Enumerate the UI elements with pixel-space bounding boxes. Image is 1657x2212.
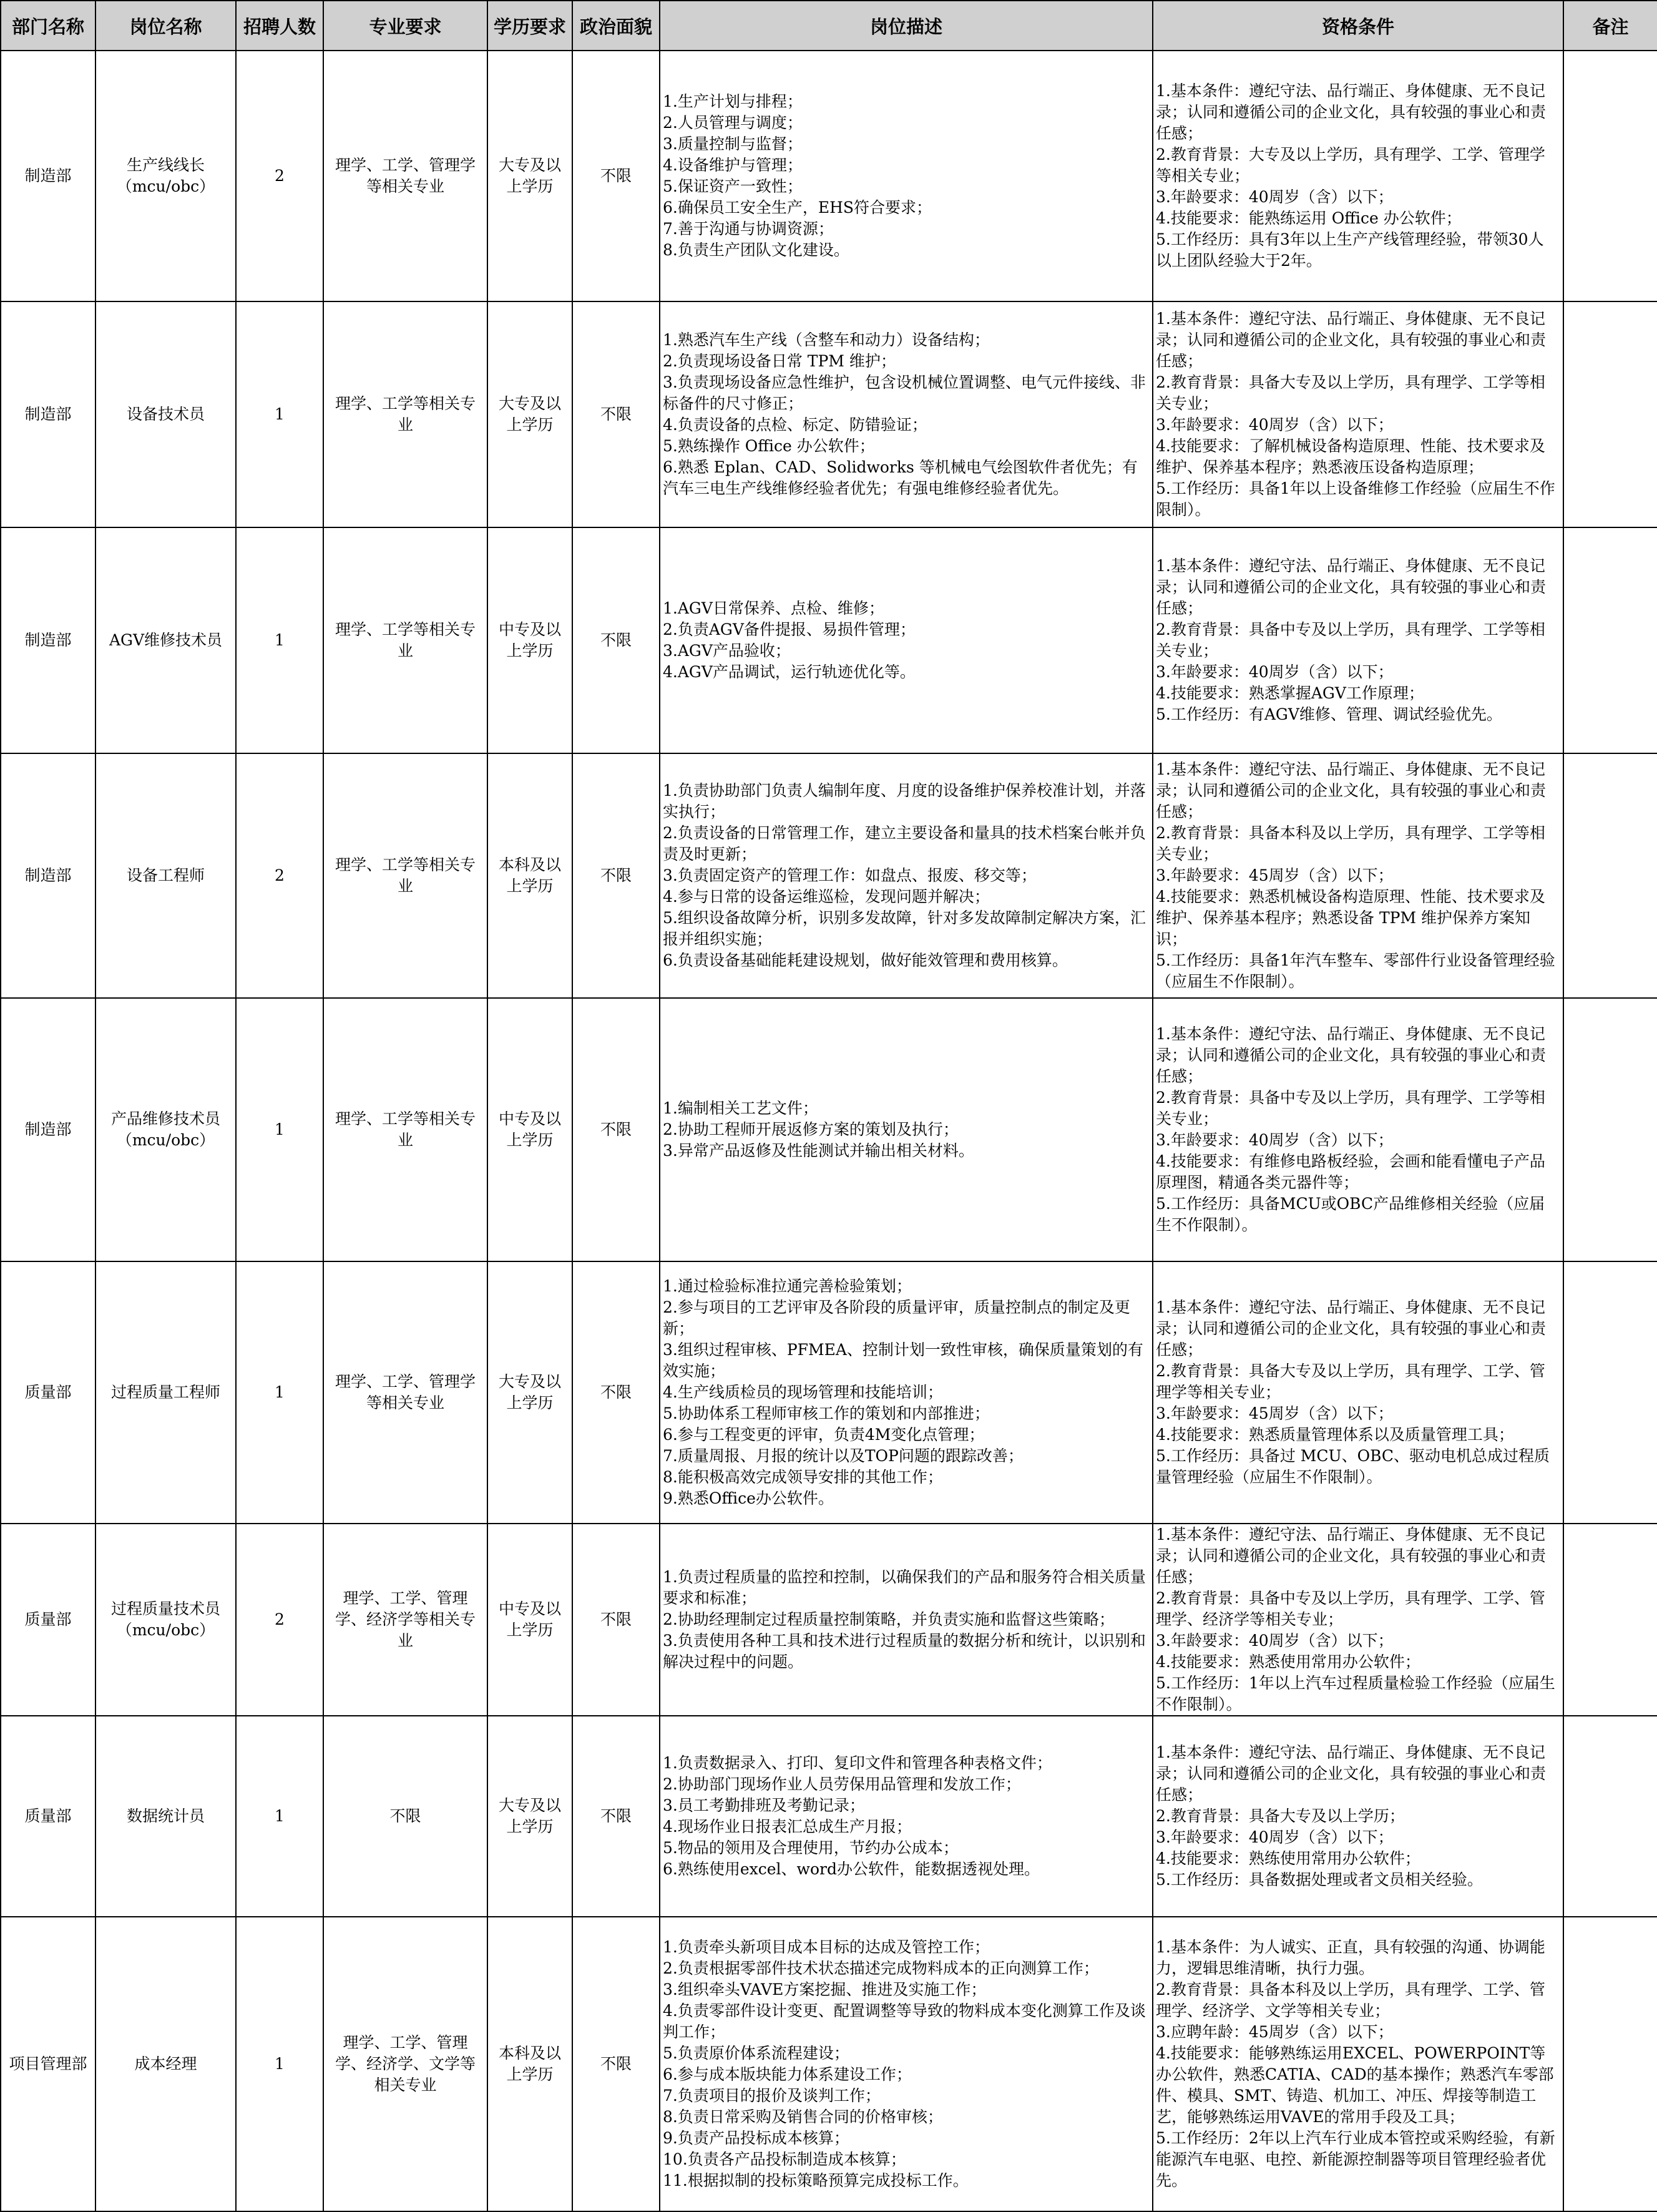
header-position: 岗位名称: [95, 1, 236, 51]
description-cell: [660, 998, 1153, 1261]
position-cell-line: 过程质量技术员: [110, 1600, 220, 1618]
description-cell: [660, 753, 1153, 998]
qualification-cell-line: 1.基本条件：遵纪守法、品行端正、身体健康、无不良记录；认同和遵循公司的企业文化，具有较强的事业心和责任感；: [1156, 1743, 1547, 1804]
qualification-cell-line: 2.教育背景：具备大专及以上学历，具有理学、工学、管理学等相关专业；: [1156, 1362, 1545, 1401]
qualification-cell-line: 4.技能要求：熟悉质量管理体系以及质量管理工具；: [1156, 1426, 1514, 1444]
position-cell: [95, 51, 236, 301]
remark-cell: [1563, 753, 1657, 998]
description-cell-line: 4.设备维护与管理；: [663, 156, 803, 174]
political-cell: 不限: [572, 753, 660, 998]
description-cell-line: 2.协助部门现场作业人员劳保用品管理和发放工作；: [663, 1775, 1021, 1793]
description-cell-line: 5.协助体系工程师审核工作的策划和内部推进；: [663, 1404, 990, 1422]
qualification-cell-line: 2.教育背景：具备本科及以上学历，具有理学、工学等相关专业；: [1156, 824, 1545, 863]
remark-cell: [1563, 1917, 1657, 2211]
qualification-cell-line: 3.年龄要求：40周岁（含）以下；: [1156, 1632, 1394, 1650]
political-cell: 不限: [572, 1716, 660, 1917]
dept-cell: 质量部: [1, 1524, 95, 1716]
description-cell: [660, 1261, 1153, 1524]
major-cell: 理学、工学等相关专业: [323, 753, 487, 998]
header-description: 岗位描述: [660, 1, 1153, 51]
description-cell-line: 3.员工考勤排班及考勤记录；: [663, 1796, 865, 1814]
qualification-cell-line: 3.年龄要求：40周岁（含）以下；: [1156, 663, 1394, 681]
qualification-cell-line: 3.应聘年龄：45周岁（含）以下；: [1156, 2023, 1394, 2041]
header-political: 政治面貌: [572, 1, 660, 51]
count-cell: 1: [236, 998, 323, 1261]
qualification-cell-line: 3.年龄要求：40周岁（含）以下；: [1156, 1828, 1394, 1846]
qualification-cell-line: 5.工作经历：2年以上汽车行业成本管控或采购经验，有新能源汽车电驱、电控、新能源控制器等项目管理经验者优先。: [1156, 2129, 1555, 2190]
qualification-cell-line: 4.技能要求：有维修电路板经验，会画和能看懂电子产品原理图，精通各类元器件等；: [1156, 1152, 1545, 1192]
description-cell-line: 6.负责设备基础能耗建设规划，做好能效管理和费用核算。: [663, 951, 1068, 969]
description-cell-line: 3.负责固定资产的管理工作：如盘点、报废、移交等；: [663, 866, 1037, 884]
qualification-cell-line: 5.工作经历：具备1年汽车整车、零部件行业设备管理经验（应届生不作限制）。: [1156, 951, 1555, 991]
qualification-cell-line: 5.工作经历：具备MCU或OBC产品维修相关经验（应届生不作限制）。: [1156, 1195, 1545, 1234]
political-cell: 不限: [572, 1917, 660, 2211]
description-cell-line: 1.通过检验标准拉通完善检验策划；: [663, 1277, 912, 1295]
description-cell-line: 3.组织牵头VAVE方案挖掘、推进及实施工作；: [663, 1980, 987, 1999]
description-cell-line: 4.现场作业日报表汇总成生产月报；: [663, 1818, 912, 1836]
position-cell: [95, 998, 236, 1261]
description-cell-line: 9.熟悉Office办公软件。: [663, 1489, 834, 1507]
dept-cell: 制造部: [1, 51, 95, 301]
qualification-cell: [1153, 301, 1563, 527]
qualification-cell-line: 4.技能要求：了解机械设备构造原理、性能、技术要求及维护、保养基本程序；熟悉液压设备构造原理；: [1156, 437, 1545, 476]
major-cell: 理学、工学、管理学、经济学等相关专业: [323, 1524, 487, 1716]
position-cell-line: （mcu/obc）: [116, 1621, 215, 1639]
header-count: 招聘人数: [236, 1, 323, 51]
qualification-cell-line: 2.教育背景：大专及以上学历，具有理学、工学、管理学等相关专业；: [1156, 145, 1545, 185]
description-cell-line: 5.组织设备故障分析，识别多发故障，针对多发故障制定解决方案，汇报并组织实施；: [663, 909, 1146, 948]
qualification-cell: [1153, 753, 1563, 998]
qualification-cell-line: 1.基本条件：遵纪守法、品行端正、身体健康、无不良记录；认同和遵循公司的企业文化，具有较强的事业心和责任感；: [1156, 1298, 1547, 1359]
qualification-cell: [1153, 1261, 1563, 1524]
description-cell-line: 2.负责现场设备日常 TPM 维护；: [663, 352, 896, 370]
qualification-cell-line: 3.年龄要求：40周岁（含）以下；: [1156, 416, 1394, 434]
qualification-cell-line: 3.年龄要求：45周岁（含）以下；: [1156, 866, 1394, 884]
remark-cell: [1563, 301, 1657, 527]
table-row: [1, 1524, 1657, 1716]
dept-cell: 制造部: [1, 998, 95, 1261]
description-cell-line: 5.负责原价体系流程建设；: [663, 2044, 849, 2062]
description-cell-line: 3.AGV产品验收；: [663, 642, 791, 660]
education-cell: 中专及以上学历: [487, 527, 572, 753]
dept-cell: 制造部: [1, 527, 95, 753]
description-cell-line: 2.负责AGV备件提报、易损件管理；: [663, 620, 916, 639]
description-cell-line: 11.根据拟制的投标策略预算完成投标工作。: [663, 2171, 969, 2190]
count-cell: 1: [236, 527, 323, 753]
political-cell: 不限: [572, 51, 660, 301]
position-cell-line: 成本经理: [134, 2055, 197, 2073]
qualification-cell: [1153, 51, 1563, 301]
position-cell: [95, 1261, 236, 1524]
description-cell-line: 1.负责牵头新项目成本目标的达成及管控工作；: [663, 1938, 990, 1956]
description-cell-line: 7.善于沟通与协调资源；: [663, 220, 834, 238]
position-cell-line: 生产线线长: [126, 156, 205, 174]
qualification-cell-line: 2.教育背景：具备中专及以上学历，具有理学、工学等相关专业；: [1156, 1089, 1545, 1128]
education-cell: 大专及以上学历: [487, 301, 572, 527]
education-cell: 大专及以上学历: [487, 1716, 572, 1917]
count-cell: 1: [236, 1716, 323, 1917]
table-row: [1, 1917, 1657, 2211]
dept-cell: 制造部: [1, 753, 95, 998]
header-row: [1, 1, 1657, 51]
description-cell-line: 6.熟练使用excel、word办公软件，能数据透视处理。: [663, 1860, 1040, 1878]
description-cell-line: 6.确保员工安全生产，EHS符合要求；: [663, 198, 932, 217]
dept-cell: 质量部: [1, 1261, 95, 1524]
description-cell-line: 1.负责协助部门负责人编制年度、月度的设备维护保养校准计划，并落实执行；: [663, 781, 1146, 821]
qualification-cell: [1153, 1716, 1563, 1917]
position-cell-line: 产品维修技术员: [110, 1110, 220, 1128]
qualification-cell-line: 1.基本条件：遵纪守法、品行端正、身体健康、无不良记录；认同和遵循公司的企业文化，具有较强的事业心和责任感；: [1156, 310, 1547, 370]
description-cell-line: 3.质量控制与监督；: [663, 135, 803, 153]
dept-cell: 制造部: [1, 301, 95, 527]
description-cell-line: 8.负责生产团队文化建设。: [663, 241, 849, 259]
qualification-cell-line: 5.工作经历：有AGV维修、管理、调试经验优先。: [1156, 705, 1502, 723]
description-cell-line: 1.负责数据录入、打印、复印文件和管理各种表格文件；: [663, 1754, 1052, 1772]
qualification-cell-line: 1.基本条件：遵纪守法、品行端正、身体健康、无不良记录；认同和遵循公司的企业文化，具有较强的事业心和责任感；: [1156, 760, 1547, 821]
table-row: [1, 998, 1657, 1261]
description-cell-line: 1.AGV日常保养、点检、维修；: [663, 599, 884, 617]
description-cell-line: 5.物品的领用及合理使用，节约办公成本；: [663, 1839, 959, 1857]
qualification-cell-line: 2.教育背景：具备大专及以上学历；: [1156, 1807, 1405, 1825]
major-cell: 理学、工学、管理学等相关专业: [323, 1261, 487, 1524]
qualification-cell-line: 4.技能要求：能够熟练运用EXCEL、POWERPOINT等办公软件，熟悉CATIA、CAD的基本操作；熟悉汽车零部件、模具、SMT、铸造、机加工、冲压、焊接等制造工艺，能够熟练运用VAVE的常用手段及工具；: [1156, 2044, 1554, 2126]
major-cell: 理学、工学、管理学、经济学、文学等相关专业: [323, 1917, 487, 2211]
qualification-cell-line: 1.基本条件：遵纪守法、品行端正、身体健康、无不良记录；认同和遵循公司的企业文化，具有较强的事业心和责任感；: [1156, 1025, 1547, 1085]
description-cell-line: 2.人员管理与调度；: [663, 114, 803, 132]
description-cell-line: 3.负责现场设备应急性维护，包含设机械位置调整、电气元件接线、非标备件的尺寸修正；: [663, 373, 1146, 413]
table-row: [1, 1716, 1657, 1917]
count-cell: 1: [236, 1261, 323, 1524]
remark-cell: [1563, 1716, 1657, 1917]
dept-cell: 质量部: [1, 1716, 95, 1917]
qualification-cell-line: 2.教育背景：具备中专及以上学历，具有理学、工学等相关专业；: [1156, 620, 1545, 660]
remark-cell: [1563, 1261, 1657, 1524]
position-cell: [95, 753, 236, 998]
header-education: 学历要求: [487, 1, 572, 51]
qualification-cell-line: 4.技能要求：熟悉掌握AGV工作原理；: [1156, 684, 1424, 702]
description-cell-line: 1.熟悉汽车生产线（含整车和动力）设备结构；: [663, 331, 990, 349]
header-dept: 部门名称: [1, 1, 95, 51]
description-cell: [660, 1716, 1153, 1917]
description-cell-line: 4.参与日常的设备运维巡检，发现问题并解决；: [663, 888, 990, 906]
table-row: [1, 753, 1657, 998]
description-cell-line: 5.保证资产一致性；: [663, 177, 803, 195]
major-cell: 理学、工学等相关专业: [323, 998, 487, 1261]
description-cell: [660, 1524, 1153, 1716]
description-cell-line: 6.参与成本版块能力体系建设工作；: [663, 2065, 912, 2083]
major-cell: 理学、工学等相关专业: [323, 301, 487, 527]
description-cell-line: 4.AGV产品调试，运行轨迹优化等。: [663, 663, 916, 681]
position-cell: [95, 301, 236, 527]
education-cell: 大专及以上学历: [487, 1261, 572, 1524]
description-cell-line: 8.负责日常采购及销售合同的价格审核；: [663, 2108, 943, 2126]
table-row: [1, 1261, 1657, 1524]
qualification-cell: [1153, 527, 1563, 753]
major-cell: 不限: [323, 1716, 487, 1917]
description-cell-line: 3.组织过程审核、PFMEA、控制计划一致性审核，确保质量策划的有效实施；: [663, 1341, 1143, 1380]
education-cell: 本科及以上学历: [487, 753, 572, 998]
description-cell-line: 3.异常产品返修及性能测试并输出相关材料。: [663, 1142, 974, 1160]
description-cell-line: 2.参与项目的工艺评审及各阶段的质量评审，质量控制点的制定及更新；: [663, 1298, 1130, 1338]
remark-cell: [1563, 1524, 1657, 1716]
count-cell: 1: [236, 301, 323, 527]
position-cell: [95, 1917, 236, 2211]
description-cell: [660, 527, 1153, 753]
description-cell-line: 6.熟悉 Eplan、CAD、Solidworks 等机械电气绘图软件者优先；有汽车三电生产线维修经验者优先；有强电维修经验者优先。: [663, 458, 1138, 497]
count-cell: 2: [236, 753, 323, 998]
count-cell: 2: [236, 51, 323, 301]
description-cell: [660, 301, 1153, 527]
count-cell: 2: [236, 1524, 323, 1716]
description-cell-line: 2.协助经理制定过程质量控制策略，并负责实施和监督这些策略；: [663, 1610, 1115, 1628]
description-cell-line: 9.负责产品投标成本核算；: [663, 2129, 849, 2147]
remark-cell: [1563, 998, 1657, 1261]
qualification-cell-line: 3.年龄要求：40周岁（含）以下；: [1156, 1131, 1394, 1149]
position-cell: [95, 1716, 236, 1917]
table-row: [1, 301, 1657, 527]
remark-cell: [1563, 527, 1657, 753]
qualification-cell: [1153, 1524, 1563, 1716]
position-cell-line: （mcu/obc）: [116, 177, 215, 195]
position-cell-line: 设备技术员: [126, 405, 205, 423]
qualification-cell-line: 2.教育背景：具备大专及以上学历，具有理学、工学等相关专业；: [1156, 373, 1545, 413]
qualification-cell-line: 1.基本条件：为人诚实、正直，具有较强的沟通、协调能力，逻辑思维清晰，执行力强。: [1156, 1938, 1545, 1977]
description-cell-line: 10.负责各产品投标制造成本核算；: [663, 2150, 906, 2168]
header-major: 专业要求: [323, 1, 487, 51]
qualification-cell-line: 1.基本条件：遵纪守法、品行端正、身体健康、无不良记录；认同和遵循公司的企业文化，具有较强的事业心和责任感；: [1156, 557, 1547, 617]
qualification-cell-line: 5.工作经历：具备过 MCU、OBC、驱动电机总成过程质量管理经验（应届生不作限制）。: [1156, 1447, 1550, 1486]
qualification-cell-line: 5.工作经历：具有3年以上生产产线管理经验，带领30人以上团队经验大于2年。: [1156, 230, 1544, 270]
qualification-cell-line: 2.教育背景：具备中专及以上学历，具有理学、工学、管理学、经济学等相关专业；: [1156, 1589, 1545, 1628]
education-cell: 大专及以上学历: [487, 51, 572, 301]
description-cell-line: 1.编制相关工艺文件；: [663, 1099, 818, 1117]
qualification-cell-line: 1.基本条件：遵纪守法、品行端正、身体健康、无不良记录；认同和遵循公司的企业文化，具有较强的事业心和责任感；: [1156, 1525, 1547, 1586]
description-cell-line: 4.负责设备的点检、标定、防错验证；: [663, 416, 927, 434]
qualification-cell-line: 5.工作经历：具备数据处理或者文员相关经验。: [1156, 1871, 1483, 1889]
major-cell: 理学、工学等相关专业: [323, 527, 487, 753]
position-cell: [95, 527, 236, 753]
political-cell: 不限: [572, 1261, 660, 1524]
description-cell: [660, 1917, 1153, 2211]
qualification-cell-line: 4.技能要求：能熟练运用 Office 办公软件；: [1156, 209, 1462, 227]
major-cell: 理学、工学、管理学等相关专业: [323, 51, 487, 301]
education-cell: 本科及以上学历: [487, 1917, 572, 2211]
qualification-cell-line: 4.技能要求：熟悉使用常用办公软件；: [1156, 1653, 1420, 1671]
remark-cell: [1563, 51, 1657, 301]
description-cell-line: 1.负责过程质量的监控和控制，以确保我们的产品和服务符合相关质量要求和标准；: [663, 1568, 1146, 1607]
education-cell: 中专及以上学历: [487, 998, 572, 1261]
position-cell: [95, 1524, 236, 1716]
qualification-cell-line: 4.技能要求：熟练使用常用办公软件；: [1156, 1849, 1420, 1867]
political-cell: 不限: [572, 527, 660, 753]
dept-cell: 项目管理部: [1, 1917, 95, 2211]
qualification-cell: [1153, 998, 1563, 1261]
position-cell-line: 设备工程师: [126, 866, 205, 884]
qualification-cell-line: 5.工作经历：具备1年以上设备维修工作经验（应届生不作限制）。: [1156, 479, 1555, 519]
description-cell-line: 4.负责零部件设计变更、配置调整等导致的物料成本变化测算工作及谈判工作；: [663, 2002, 1146, 2041]
position-cell-line: 过程质量工程师: [110, 1383, 220, 1401]
qualification-cell-line: 4.技能要求：熟悉机械设备构造原理、性能、技术要求及维护、保养基本程序；熟悉设备 TPM 维护保养方案知识；: [1156, 888, 1545, 948]
header-qualification: 资格条件: [1153, 1, 1563, 51]
description-cell-line: 2.协助工程师开展返修方案的策划及执行；: [663, 1120, 959, 1138]
position-cell-line: （mcu/obc）: [116, 1131, 215, 1149]
education-cell: 中专及以上学历: [487, 1524, 572, 1716]
table-row: [1, 51, 1657, 301]
description-cell-line: 8.能积极高效完成领导安排的其他工作；: [663, 1468, 943, 1486]
header-remark: 备注: [1563, 1, 1657, 51]
description-cell: [660, 51, 1153, 301]
position-cell-line: 数据统计员: [126, 1807, 205, 1825]
qualification-cell-line: 2.教育背景：具备本科及以上学历，具有理学、工学、管理学、经济学、文学等相关专业；: [1156, 1980, 1545, 2020]
description-cell-line: 6.参与工程变更的评审，负责4M变化点管理；: [663, 1426, 985, 1444]
count-cell: 1: [236, 1917, 323, 2211]
table-row: [1, 527, 1657, 753]
qualification-cell: [1153, 1917, 1563, 2211]
description-cell-line: 5.熟练操作 Office 办公软件；: [663, 437, 875, 455]
description-cell-line: 4.生产线质检员的现场管理和技能培训；: [663, 1383, 943, 1401]
political-cell: 不限: [572, 1524, 660, 1716]
description-cell-line: 2.负责根据零部件技术状态描述完成物料成本的正向测算工作；: [663, 1959, 1099, 1977]
qualification-cell-line: 3.年龄要求：40周岁（含）以下；: [1156, 188, 1394, 206]
description-cell-line: 7.质量周报、月报的统计以及TOP问题的跟踪改善；: [663, 1447, 1024, 1465]
description-cell-line: 1.生产计划与排程；: [663, 92, 803, 110]
political-cell: 不限: [572, 301, 660, 527]
qualification-cell-line: 5.工作经历：1年以上汽车过程质量检验工作经验（应届生不作限制）。: [1156, 1674, 1555, 1713]
political-cell: 不限: [572, 998, 660, 1261]
description-cell-line: 3.负责使用各种工具和技术进行过程质量的数据分析和统计，以识别和解决过程中的问题。: [663, 1632, 1146, 1671]
qualification-cell-line: 1.基本条件：遵纪守法、品行端正、身体健康、无不良记录；认同和遵循公司的企业文化，具有较强的事业心和责任感；: [1156, 82, 1547, 142]
qualification-cell-line: 3.年龄要求：45周岁（含）以下；: [1156, 1404, 1394, 1422]
description-cell-line: 7.负责项目的报价及谈判工作；: [663, 2087, 881, 2105]
description-cell-line: 2.负责设备的日常管理工作，建立主要设备和量具的技术档案台帐并负责及时更新；: [663, 824, 1146, 863]
position-cell-line: AGV维修技术员: [109, 631, 223, 649]
